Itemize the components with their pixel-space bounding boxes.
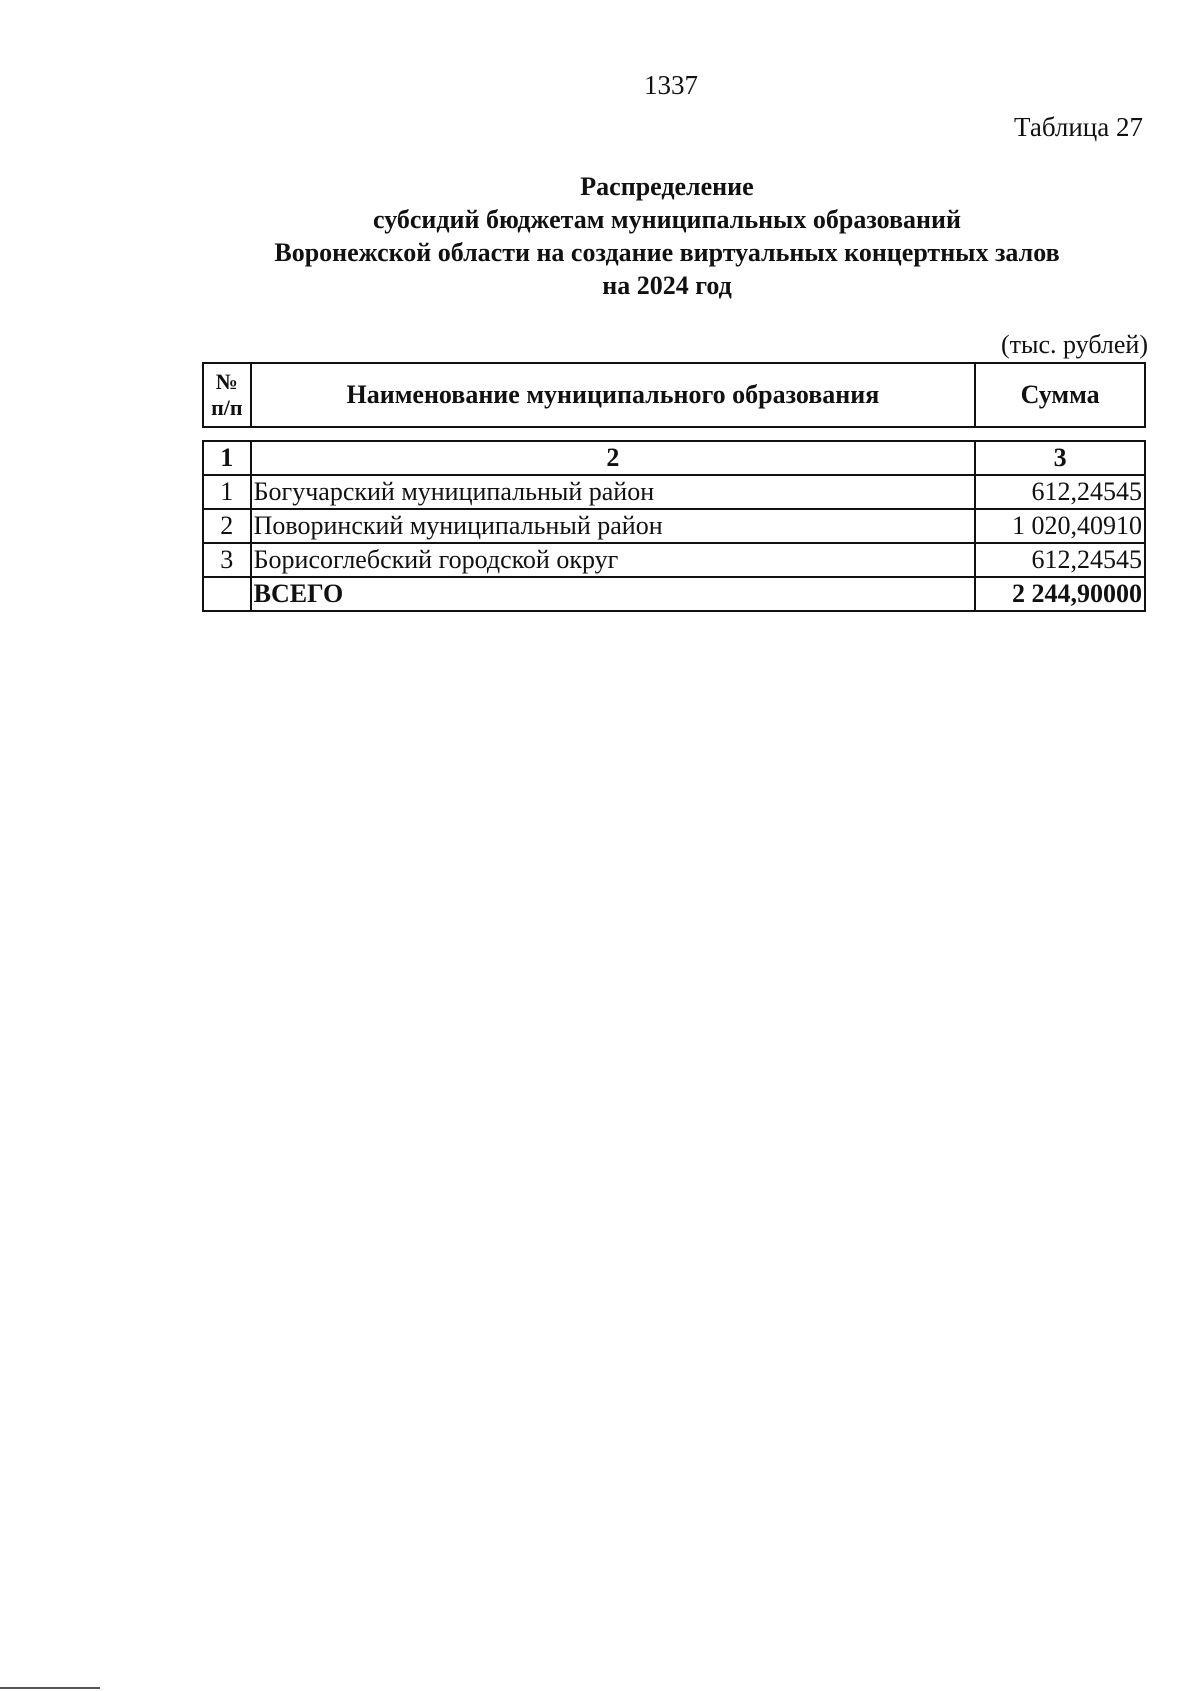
- row-number: 1: [203, 475, 251, 509]
- column-number: 3: [975, 441, 1145, 475]
- document-title: [150, 170, 1184, 302]
- data-table: [202, 440, 1146, 612]
- total-sum: 2 244,90000: [975, 577, 1145, 611]
- column-number-row: [203, 441, 1145, 475]
- title-line: Распределение: [580, 172, 754, 201]
- row-name: Поворинский муниципальный район: [251, 509, 976, 543]
- header-number-abbr: п/п: [211, 395, 243, 420]
- row-sum: 612,24545: [975, 475, 1145, 509]
- units-label: (тыс. рублей): [1000, 330, 1148, 359]
- header-sum: Сумма: [975, 363, 1145, 427]
- header-name: Наименование муниципального образования: [251, 363, 976, 427]
- total-label: ВСЕГО: [251, 577, 976, 611]
- table-row: [203, 509, 1145, 543]
- column-number: 2: [251, 441, 976, 475]
- title-line: субсидий бюджетам муниципальных образований: [373, 205, 961, 234]
- row-number: 2: [203, 509, 251, 543]
- header-number-symbol: №: [215, 369, 238, 394]
- total-number: [203, 577, 251, 611]
- title-line: Воронежской области на создание виртуальных концертных залов: [274, 238, 1060, 267]
- footer-rule: [0, 1687, 100, 1689]
- page-number: 1337: [644, 70, 698, 100]
- row-sum: 1 020,40910: [975, 509, 1145, 543]
- table-row: [203, 543, 1145, 577]
- row-sum: 612,24545: [975, 543, 1145, 577]
- table-number: Таблица 27: [1014, 112, 1143, 142]
- table-header: [202, 362, 1146, 428]
- column-number: 1: [203, 441, 251, 475]
- header-number: [203, 363, 251, 427]
- total-row: [203, 577, 1145, 611]
- row-name: Борисоглебский городской округ: [251, 543, 976, 577]
- title-line: на 2024 год: [602, 271, 732, 300]
- row-number: 3: [203, 543, 251, 577]
- table-row: [203, 475, 1145, 509]
- row-name: Богучарский муниципальный район: [251, 475, 976, 509]
